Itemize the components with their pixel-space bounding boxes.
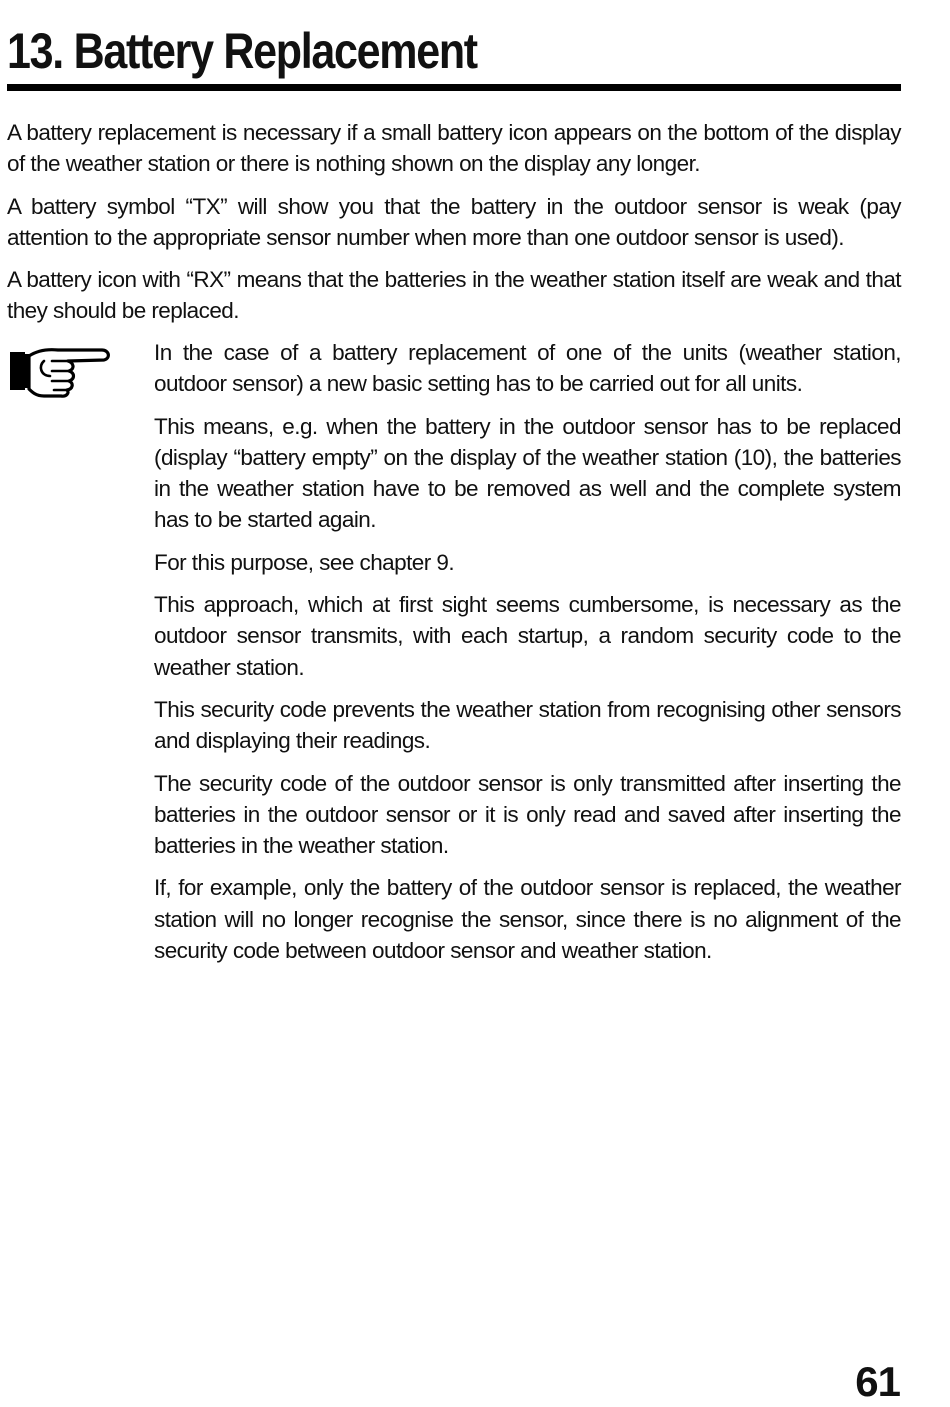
intro-paragraph: A battery icon with “RX” means that the batteries in the weather station itself are weak and that they should be replaced. xyxy=(7,267,901,324)
page-title: 13. Battery Replacement xyxy=(7,23,477,79)
title-rule xyxy=(7,84,901,91)
note-paragraph: This security code prevents the weather station from recognising other sensors and displaying their readings. xyxy=(154,696,901,754)
note-paragraph: This approach, which at first sight seems cumbersome, is necessary as the outdoor sensor transmits, with each startup, a random security code to the weather station. xyxy=(154,592,901,680)
intro-paragraph: A battery replacement is necessary if a small battery icon appears on the bottom of the display of the weather station or there is nothing shown on the display any longer. xyxy=(7,120,901,177)
note-paragraph: This means, e.g. when the battery in the outdoor sensor has to be replaced (display “battery empty” on the display of the weather station (10), the batteries in the weather station have to be removed as well and the complete system has to be started again. xyxy=(154,413,901,533)
intro-section xyxy=(7,117,901,338)
note-paragraph: If, for example, only the battery of the outdoor sensor is replaced, the weather station will no longer recognise the sensor, since there is no alignment of the security code between outdoor sensor and weather station. xyxy=(154,875,901,964)
note-paragraph: For this purpose, see chapter 9. xyxy=(154,549,455,575)
page-number: 61 xyxy=(855,1358,900,1405)
note-paragraph: The security code of the outdoor sensor is only transmitted after inserting the batteries in the outdoor sensor or it is only read and saved after inserting the batteries in the weather station. xyxy=(154,770,901,859)
note-section xyxy=(154,337,901,977)
note-paragraph: In the case of a battery replacement of one of the units (weather station, outdoor sensor) a new basic setting has to be carried out for all units. xyxy=(154,340,901,397)
pointing-hand-icon xyxy=(8,340,113,398)
intro-paragraph: A battery symbol “TX” will show you that the battery in the outdoor sensor is weak (pay attention to the appropriate sensor number when more than one outdoor sensor is used). xyxy=(7,193,901,250)
